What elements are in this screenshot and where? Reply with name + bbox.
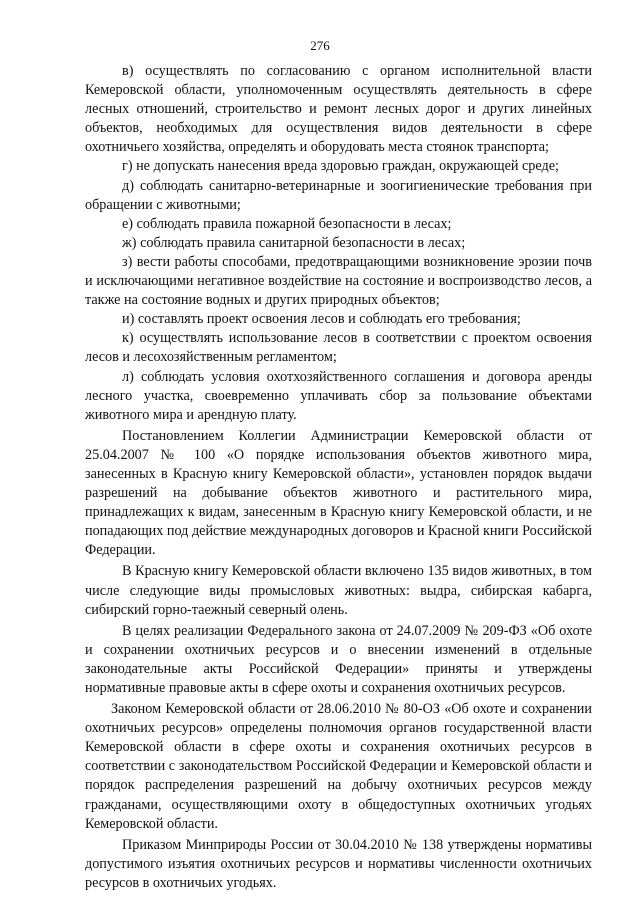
paragraph-item-d: д) соблюдать санитарно-ветеринарные и зоогигиенические требования при обращении с животными; [85,177,592,213]
paragraph-item-v: в) осуществлять по согласованию с органом исполнительной власти Кемеровской области, уполномоченным осуществлять деятельность в сфере лесных отношений, строительство и ремонт лесных дорог и других линейных объектов, необходимых для осуществления видов деятельности в сфере охотничьего хозяйства, определять и оборудовать места стоянок транспорта; [85,63,592,156]
document-body [85,62,592,893]
paragraph-ministry-order: Приказом Минприроды России от 30.04.2010 № 138 утверждены нормативы допустимого изъятия охотничьих ресурсов и нормативы численности охотничьих ресурсов в охотничьих угодьях. [85,836,592,891]
paragraph-regional-hunting-law: Законом Кемеровской области от 28.06.2010 № 80-ОЗ «Об охоте и сохранении охотничьих ресурсов» определены полномочия органов государственной власти Кемеровской области в сфере охоты и сохранения охотничьих ресурсов в соответствии с законодательством Российской Федерации и Кемеровской области и порядок распределения разрешений на добычу охотничьих ресурсов между гражданами, осуществляющими охоту в общедоступных охотничьих угодьях Кемеровской области. [85,701,592,832]
paragraph-resolution-red-book-permits: Постановлением Коллегии Администрации Кемеровской области от 25.04.2007 № 100 «О порядке использования объектов животного мира, занесенных в Красную книгу Кемеровской области», установлен порядок выдачи разрешений на добывание объектов животного и растительного мира, принадлежащих к видам, занесенным в Красную книгу Кемеровской области, и не попадающих под действие международных договоров и Красной книги Российской Федерации. [85,427,592,559]
page-number: 276 [310,38,330,53]
paragraph-item-k: к) осуществлять использование лесов в соответствии с проектом освоения лесов и лесохозяйственным регламентом; [85,330,592,366]
paragraph-item-l: л) соблюдать условия охотхозяйственного соглашения и договора аренды лесного участка, своевременно уплачивать сбор за пользование объектами животного мира и арендную плату. [85,368,592,423]
paragraph-item-zh: ж) соблюдать правила санитарной безопасности в лесах; [122,234,466,251]
paragraph-item-i: и) составлять проект освоения лесов и соблюдать его требования; [122,311,521,328]
paragraph-item-e: е) соблюдать правила пожарной безопасности в лесах; [122,215,452,232]
paragraph-item-g: г) не допускать нанесения вреда здоровью граждан, окружающей среде; [122,158,559,175]
paragraph-red-book-species: В Красную книгу Кемеровской области включено 135 видов животных, в том числе следующие виды промысловых животных: выдра, сибирская кабарга, сибирский горно-таежный северный олень. [85,563,592,618]
paragraph-item-z: з) вести работы способами, предотвращающими возникновение эрозии почв и исключающими негативное воздействие на состояние и воспроизводство лесов, а также на состояние водных и других природных объектов; [85,253,592,309]
paragraph-federal-law-implementation: В целях реализации Федерального закона от 24.07.2009 № 209-ФЗ «Об охоте и сохранении охотничьих ресурсов и о внесении изменений в отдельные законодательные акты Российской Федерации» приняты и утверждены нормативные правовые акты в сфере охоты и сохранения охотничьих ресурсов. [85,622,592,696]
